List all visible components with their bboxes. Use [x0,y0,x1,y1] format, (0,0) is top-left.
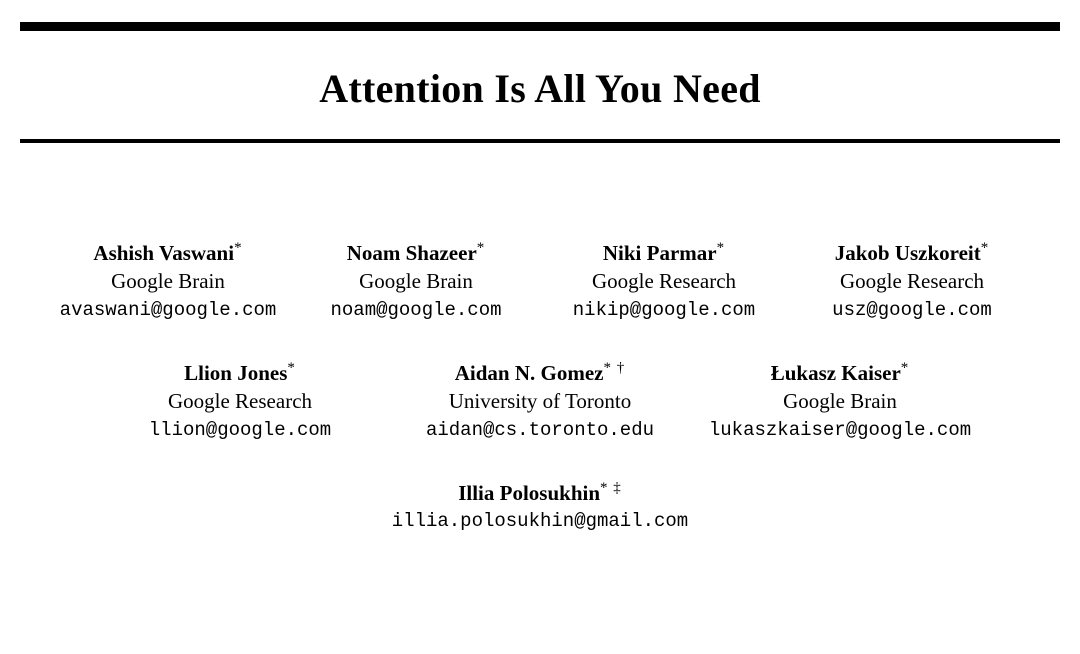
author-email[interactable]: usz@google.com [832,298,992,321]
author-affiliation: Google Brain [783,389,897,414]
author-name-text: Noam Shazeer [346,241,477,265]
author-affiliation: Google Brain [111,269,225,294]
author-name-text: Łukasz Kaiser [770,361,901,386]
author-name-text: Aidan N. Gomez [454,361,604,386]
author-affiliation: Google Research [839,269,985,294]
author-footnote-mark: * ‡ [600,480,622,497]
author-block [20,239,1060,534]
author-affiliation: University of Toronto [448,389,632,414]
author-footnote-mark: * [234,240,243,256]
author-name-text: Llion Jones [184,361,288,386]
author-name-text: Jakob Uszkoreit [834,241,981,265]
page-title: Attention Is All You Need [319,66,761,111]
author-name-text: Ashish Vaswani [93,241,235,265]
author-entry [292,239,540,323]
author-entry [310,479,770,534]
author-name [54,239,282,266]
author-name [700,359,980,386]
author-email[interactable]: aidan@cs.toronto.edu [425,418,655,441]
title-rule-top [20,22,1060,31]
author-affiliation: Google Brain [359,269,473,294]
author-name-text: Illia Polosukhin [458,481,601,506]
author-name [400,359,680,386]
author-footnote-mark: * [287,360,296,377]
author-email[interactable]: illia.polosukhin@gmail.com [391,509,689,532]
author-entry [390,359,690,443]
author-email[interactable]: nikip@google.com [572,298,756,321]
author-row [20,239,1060,323]
author-email[interactable]: llion@google.com [148,418,332,441]
author-name [302,239,530,266]
author-footnote-mark: * [476,240,486,256]
author-name [320,479,760,506]
author-name [100,359,380,386]
paper-page [0,22,1080,654]
author-row [20,479,1060,534]
author-entry [788,239,1036,323]
author-name [550,239,778,266]
author-name [798,239,1026,266]
author-footnote-mark: * [900,360,910,377]
author-email[interactable]: avaswani@google.com [59,298,277,321]
author-name-text: Niki Parmar [602,241,717,265]
title-rule-bottom [20,139,1060,143]
author-entry [44,239,292,323]
author-email[interactable]: noam@google.com [330,298,502,321]
author-affiliation: Google Research [591,269,737,294]
author-footnote-mark: * [716,240,726,256]
author-entry [540,239,788,323]
author-footnote-mark: * † [603,360,626,377]
author-email[interactable]: lukaszkaiser@google.com [708,418,972,441]
author-entry [90,359,390,443]
author-affiliation: Google Research [167,389,313,414]
author-footnote-mark: * [980,240,990,256]
author-row [20,359,1060,443]
author-entry [690,359,990,443]
